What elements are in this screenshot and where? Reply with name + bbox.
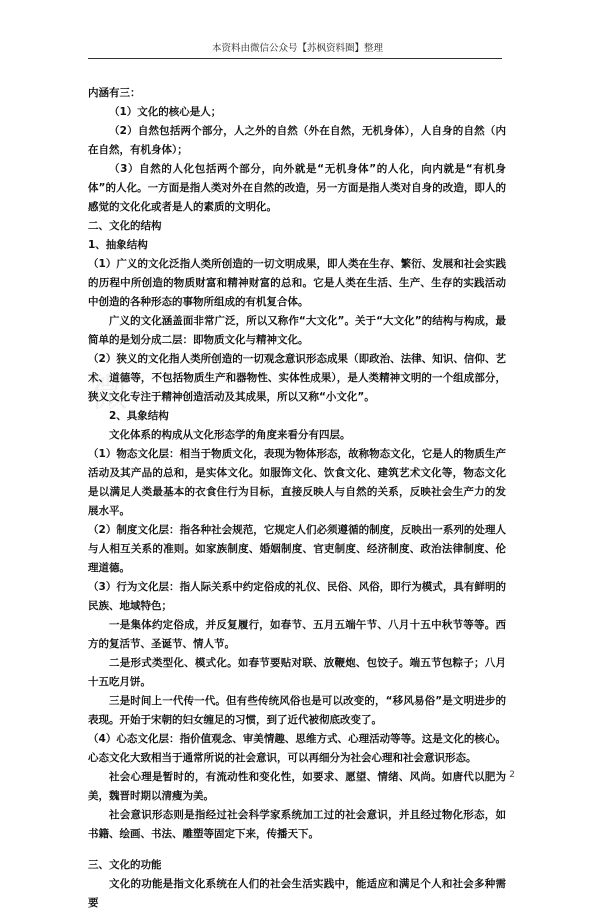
paragraph: （1）文化的核心是人； <box>109 106 222 118</box>
paragraph-spacer <box>88 844 506 856</box>
paragraph: （2）狭义的文化指人类所创造的一切观念意识形态成果（即政治、法律、知识、信仰、艺术、道德等，不包括物质生产和器物性、实体性成果），是人类精神文明的一个组成部分，狭义文化专注于精神创造活动及其成果，所以又称“小文化”。 <box>88 353 506 403</box>
paragraph: 文化的功能是指文化系统在人们的社会生活实践中，能适应和满足个人和社会多种需要 <box>88 878 506 909</box>
paragraph: 一是集体约定俗成，并反复履行，如春节、五月五端午节、八月十五中秋节等等。西方的复活节、圣诞节、情人节。 <box>88 619 506 650</box>
paragraph: （1）物态文化层：相当于物质文化，表现为物体形态，故称物态文化，它是人的物质生产活动及其产品的总和，是实体文化。如服饰文化、饮食文化、建筑艺术文化等，物态文化是以满足人类最基本的衣食住行为目标，直接反映人与自然的关系，反映社会生产力的发展水平。 <box>88 448 506 517</box>
paragraph: （2）自然包括两个部分，人之外的自然（外在自然，无机身体），人自身的自然（内在自然，有机身体）； <box>88 125 506 156</box>
paragraph: 三、文化的功能 <box>88 859 162 871</box>
paragraph: 二是形式类型化、模式化。如春节要贴对联、放鞭炮、包饺子。端五节包粽子；八月十五吃月饼。 <box>88 657 506 688</box>
paragraph: 内涵有三： <box>88 87 141 99</box>
paragraph: 2、具象结构 <box>109 410 169 422</box>
paragraph: （2）制度文化层：指各种社会规范，它规定人们必须遵循的制度，反映出一系列的处理人与人相互关系的准则。如家族制度、婚姻制度、官吏制度、经济制度、政治法律制度、伦理道德。 <box>88 524 506 574</box>
paragraph: （1）广义的文化泛指人类所创造的一切文明成果，即人类在生存、繁衍、发展和社会实践的历程中所创造的物质财富和精神财富的总和。它是人类在生活、生产、生存的实践活动中创造的各种形态的事物所组成的有机复合体。 <box>88 258 506 308</box>
paragraph: 文化体系的构成从文化形态学的角度来看分有四层。 <box>109 429 351 441</box>
page-number: 2 <box>509 770 515 780</box>
paragraph: 广义的文化涵盖面非常广泛，所以又称作“大文化”。关于“大文化”的结构与构成，最简单的是划分成二层：即物质文化与精神文化。 <box>88 315 506 346</box>
paragraph: （4）心态文化层：指价值观念、审美情趣、思维方式、心理活动等等。这是文化的核心。心态文化大致相当于通常所说的社会意识，可以再细分为社会心理和社会意识形态。 <box>88 733 506 764</box>
paragraph: 社会意识形态则是指经过社会科学家系统加工过的社会意识，并且经过物化形态，如书籍、绘画、书法、雕塑等固定下来，传播天下。 <box>88 809 506 840</box>
paragraph: （3）自然的人化包括两个部分，向外就是“无机身体”的人化，向内就是“有机身体”的人化。一方面是指人类对外在自然的改造，另一方面是指人类对自身的改造，即人的感觉的文化化或者是人的素质的文明化。 <box>88 163 506 213</box>
paragraph: 二、文化的结构 <box>88 220 162 232</box>
document-body <box>88 84 506 913</box>
paragraph: 三是时间上一代传一代。但有些传统风俗也是可以改变的，“移风易俗”是文明进步的表现。开始于宋朝的妇女缠足的习惯，到了近代被彻底改变了。 <box>88 695 506 726</box>
watermark: 微 <box>90 371 131 415</box>
paragraph: 社会心理是暂时的，有流动性和变化性，如要求、愿望、情绪、风尚。如唐代以肥为美，魏晋时期以清瘦为美。 <box>88 771 506 802</box>
paragraph: （3）行为文化层：指人际关系中约定俗成的礼仪、民俗、风俗，即行为模式，具有鲜明的民族、地域特色； <box>88 581 506 612</box>
page-header: 本资料由微信公众号【苏枫资料圈】整理 <box>211 43 383 54</box>
header-divider <box>88 58 502 59</box>
paragraph: 1、抽象结构 <box>88 239 148 251</box>
